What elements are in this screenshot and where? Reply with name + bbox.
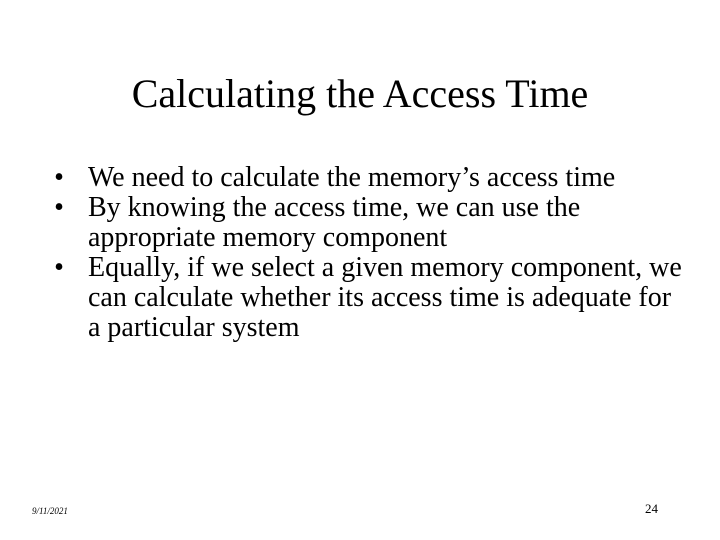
slide-date: 9/11/2021	[32, 506, 68, 516]
bullet-text: We need to calculate the memory’s access time	[88, 162, 616, 193]
bullet-marker: •	[54, 162, 64, 193]
bullet-text: Equally, if we select a given memory component, we can calculate whether its access time is adequate for a particular system	[88, 252, 682, 343]
bullet-marker: •	[54, 252, 64, 283]
slide-title: Calculating the Access Time	[131, 71, 589, 116]
bullet-item	[30, 193, 690, 253]
bullet-text: By knowing the access time, we can use the appropriate memory component	[88, 192, 581, 253]
bullet-item	[30, 163, 690, 193]
bullet-marker: •	[54, 192, 64, 223]
page-number: 24	[645, 501, 658, 516]
bullet-list	[30, 163, 690, 343]
bullet-item	[30, 253, 690, 343]
